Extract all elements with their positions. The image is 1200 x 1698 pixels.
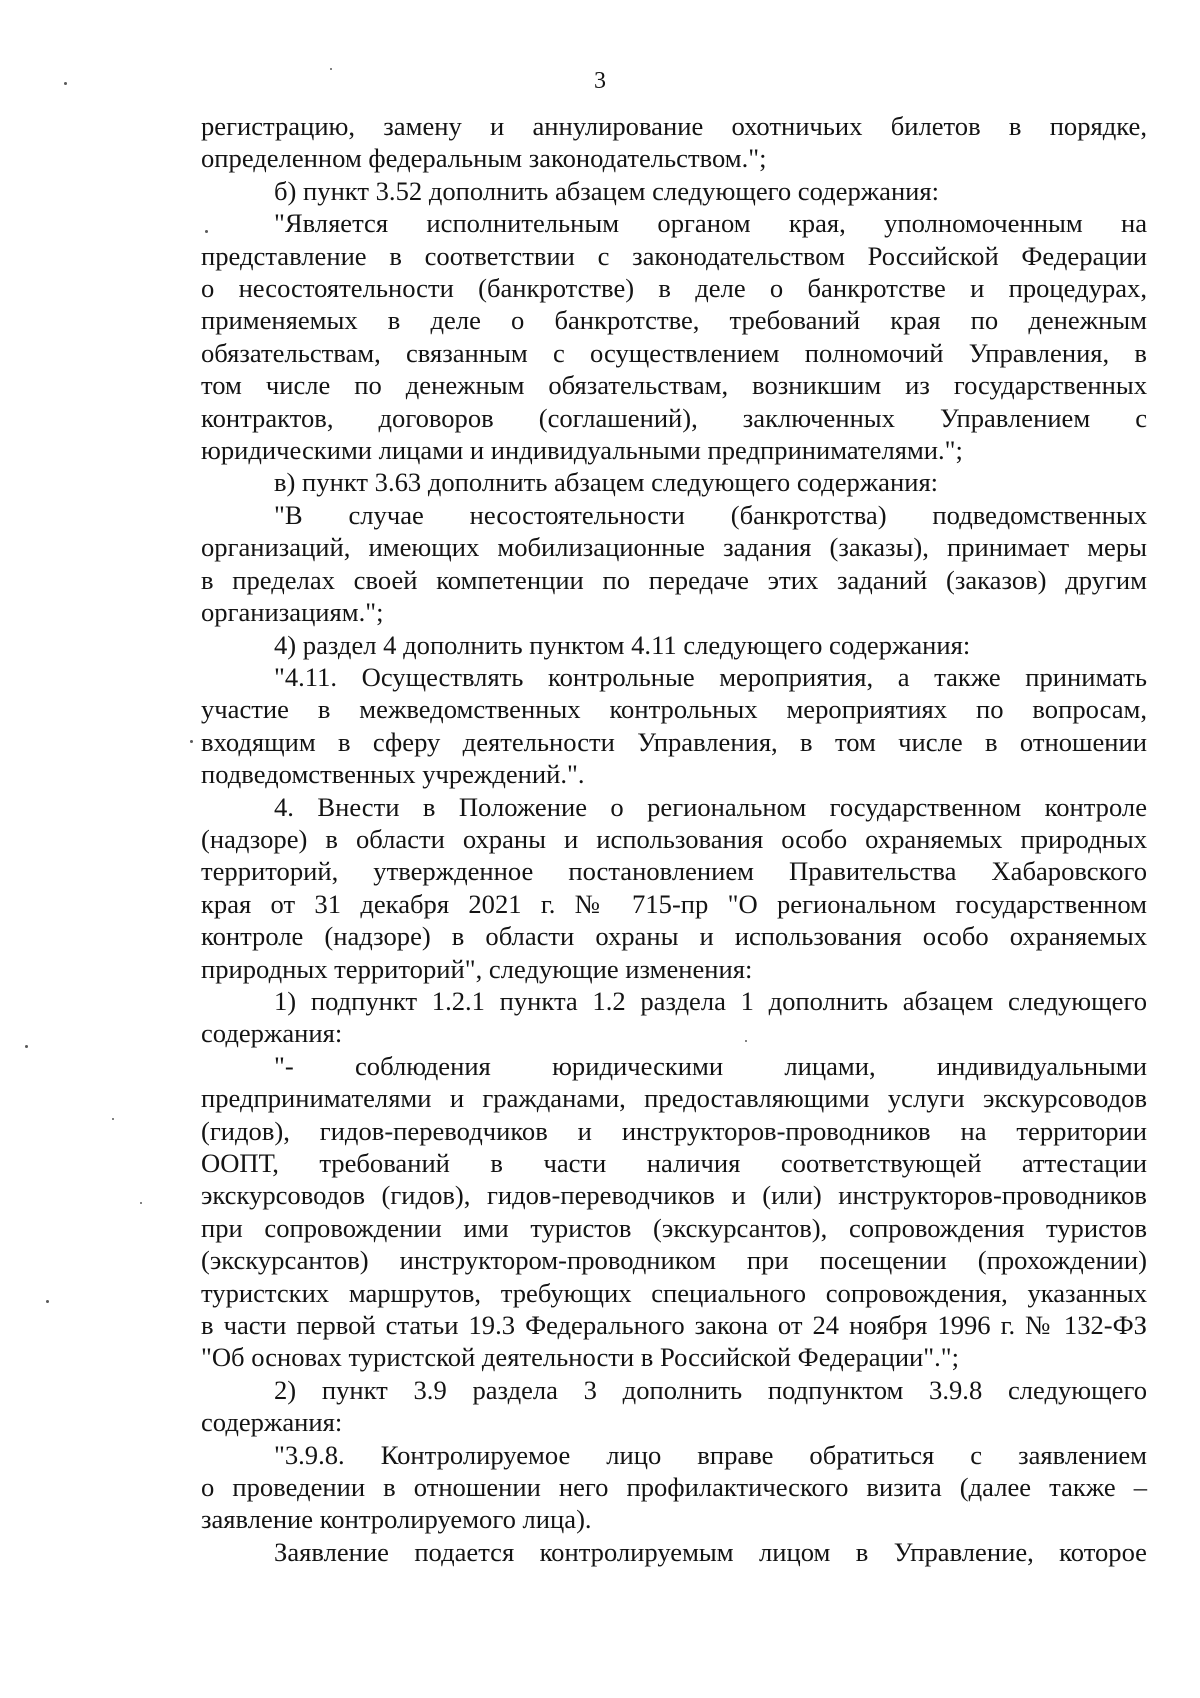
text-line: о проведении в отношении него профилактического визита (далее также – bbox=[201, 1472, 1147, 1503]
text-line: Заявление подается контролируемым лицом в Управление, которое bbox=[274, 1536, 1147, 1567]
scan-speck bbox=[112, 1118, 114, 1120]
text-line: входящим в сферу деятельности Управления, в том числе в отношении bbox=[201, 726, 1147, 757]
text-line: предпринимателями и гражданами, предоставляющими услуги экскурсоводов bbox=[201, 1083, 1147, 1114]
text-line: при сопровождении ими туристов (экскурсантов), сопровождения туристов bbox=[201, 1212, 1147, 1243]
text-line: регистрацию, замену и аннулирование охотничьих билетов в порядке, bbox=[201, 111, 1147, 141]
text-line: определенном федеральным законодательством."; bbox=[201, 143, 767, 174]
scan-speck bbox=[190, 740, 193, 743]
text-line: туристских маршрутов, требующих специального сопровождения, указанных bbox=[201, 1277, 1147, 1308]
text-line: ООПТ, требований в части наличия соответствующей аттестации bbox=[201, 1148, 1147, 1178]
text-line: "Является исполнительным органом края, уполномоченным на bbox=[274, 208, 1147, 239]
text-line: обязательствам, связанным с осуществлением полномочий Управления, в bbox=[201, 337, 1147, 368]
text-line: (гидов), гидов-переводчиков и инструкторов-проводников на территории bbox=[201, 1115, 1147, 1146]
page-number: 3 bbox=[594, 68, 606, 94]
scan-speck bbox=[330, 68, 332, 70]
text-line: 2) пункт 3.9 раздела 3 дополнить подпунктом 3.9.8 следующего bbox=[274, 1374, 1147, 1405]
text-line: о несостоятельности (банкротстве) в деле о банкротстве и процедурах, bbox=[201, 273, 1147, 304]
text-line: "Об основах туристской деятельности в Российской Федерации"."; bbox=[201, 1342, 960, 1373]
scan-speck bbox=[140, 1202, 142, 1204]
text-line: участие в межведомственных контрольных мероприятиях по вопросам, bbox=[201, 694, 1147, 725]
text-line: применяемых в деле о банкротстве, требований края по денежным bbox=[201, 305, 1147, 336]
text-line: подведомственных учреждений.". bbox=[201, 759, 585, 790]
text-line: (надзоре) в области охраны и использования особо охраняемых природных bbox=[201, 823, 1147, 854]
text-line: территорий, утвержденное постановлением Правительства Хабаровского bbox=[201, 856, 1147, 887]
text-line: представление в соответствии с законодательством Российской Федерации bbox=[201, 240, 1147, 271]
text-line: содержания: bbox=[201, 1018, 343, 1049]
text-line: 1) подпункт 1.2.1 пункта 1.2 раздела 1 дополнить абзацем следующего bbox=[274, 985, 1147, 1016]
scan-speck bbox=[46, 1300, 49, 1303]
text-line: природных территорий", следующие изменения: bbox=[201, 953, 753, 984]
text-line: содержания: bbox=[201, 1407, 343, 1438]
text-line: в) пункт 3.63 дополнить абзацем следующего содержания: bbox=[274, 467, 939, 498]
text-line: в части первой статьи 19.3 Федерального закона от 24 ноября 1996 г. № 132-ФЗ bbox=[201, 1310, 1147, 1341]
text-line: заявление контролируемого лица). bbox=[201, 1504, 592, 1535]
scan-speck bbox=[205, 230, 208, 233]
text-line: (экскурсантов) инструктором-проводником при посещении (прохождении) bbox=[201, 1245, 1147, 1276]
text-line: в пределах своей компетенции по передаче этих заданий (заказов) другим bbox=[201, 564, 1147, 595]
document-body bbox=[201, 110, 1147, 1568]
text-line: "3.9.8. Контролируемое лицо вправе обратиться с заявлением bbox=[274, 1439, 1147, 1470]
text-line: "В случае несостоятельности (банкротства) подведомственных bbox=[274, 499, 1147, 530]
text-line: "4.11. Осуществлять контрольные мероприятия, а также принимать bbox=[274, 661, 1147, 692]
text-line: организаций, имеющих мобилизационные задания (заказы), принимает меры bbox=[201, 532, 1147, 563]
text-line: края от 31 декабря 2021 г. № 715-пр "О региональном государственном bbox=[201, 888, 1147, 919]
scan-speck bbox=[25, 1045, 28, 1048]
text-line: юридическими лицами и индивидуальными предпринимателями."; bbox=[201, 435, 963, 466]
text-line: "- соблюдения юридическими лицами, индивидуальными bbox=[274, 1050, 1147, 1081]
text-line: том числе по денежным обязательствам, возникшим из государственных bbox=[201, 370, 1147, 401]
text-line: контрактов, договоров (соглашений), заключенных Управлением с bbox=[201, 402, 1147, 433]
text-line: контроле (надзоре) в области охраны и использования особо охраняемых bbox=[201, 921, 1147, 952]
scan-speck bbox=[745, 1040, 747, 1042]
text-line: 4) раздел 4 дополнить пунктом 4.11 следующего содержания: bbox=[274, 629, 971, 660]
text-line: 4. Внести в Положение о региональном государственном контроле bbox=[274, 791, 1147, 822]
text-line: экскурсоводов (гидов), гидов-переводчиков и (или) инструкторов-проводников bbox=[201, 1180, 1147, 1211]
scan-speck bbox=[64, 82, 67, 85]
text-line: организациям."; bbox=[201, 597, 384, 628]
text-line: б) пункт 3.52 дополнить абзацем следующего содержания: bbox=[274, 175, 940, 206]
